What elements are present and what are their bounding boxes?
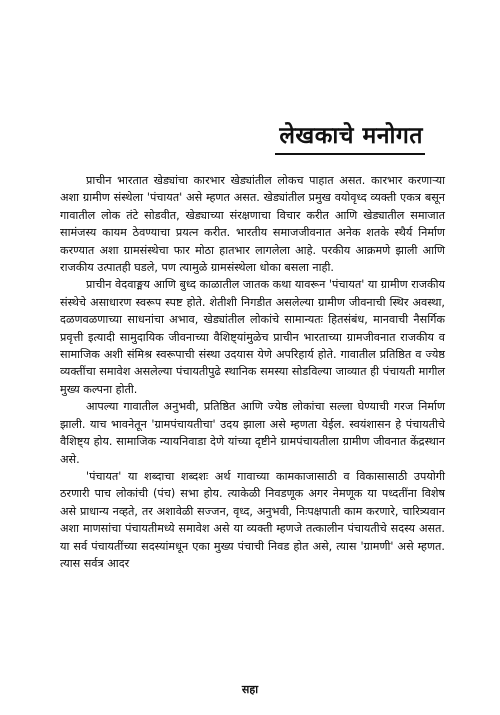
paragraph-4: 'पंचायत' या शब्दाचा शब्दशः अर्थ गावाच्या कामकाजासाठी व विकासासाठी उपयोगी ठरणारी पाच लोकांची (पंच) सभा होय. त्याकेळी निवडणूक अगर नेमणूक या पध्दतींना विशेष असे प्राधान्य नव्हते, तर अशावेळी सज्जन, वृध्द, अनुभवी, निःपक्षपाती काम करणारे, चारित्र्यवान अशा माणसांचा पंचायतीमध्ये समावेश असे या व्यक्ती म्हणजे तत्कालीन पंचायतीचे सदस्य असत. या सर्व पंचायतींच्या सदस्यांमधून एका मुख्य पंचाची निवड होत असे, त्यास 'ग्रामणी' असे म्हणत. त्यास सर्वत्र आदर xyxy=(60,469,445,570)
body-text xyxy=(60,172,445,572)
title-underline xyxy=(275,153,425,155)
page-title: लेखकाचे मनोगत xyxy=(279,123,423,149)
paragraph-2: प्राचीन वेदवाङ्मय आणि बुध्द काळातील जातक कथा यावरून 'पंचायत' या ग्रामीण राजकीय संस्थेचे असाधारण स्वरूप स्पष्ट होते. शेतीशी निगडीत असलेल्या ग्रामीण जीवनाची स्थिर अवस्था, दळणवळणाच्या साधनांचा अभाव, खेड्यांतील लोकांचे सामान्यतः हितसंबंध, मानवाची नैसर्गिक प्रवृत्ती इत्यादी सामुदायिक जीवनाच्या वैशिष्ट्यांमुळेच प्राचीन भारताच्या ग्रामजीवनात राजकीय व सामाजिक अशी संमिश्र स्वरूपाची संस्था उदयास येणे अपरिहार्य होते. गावातील प्रतिष्ठित व ज्येष्ठ व्यक्तींचा समावेश असलेल्या पंचायतीपुढे स्थानिक समस्या सोडविल्या जाव्यात ही पंचायती मागील मुख्य कल्पना होती. xyxy=(60,278,445,396)
paragraph-3: आपल्या गावातील अनुभवी, प्रतिष्ठित आणि ज्येष्ठ लोकांचा सल्ला घेण्याची गरज निर्माण झाली. याच भावनेतून 'ग्रामपंचायतीचा' उदय झाला असे म्हणता येईल. स्वयंशासन हे पंचायतीचे वैशिष्ट्य होय. सामाजिक न्यायनिवाडा देणे यांच्या दृष्टीने ग्रामपंचायतीला ग्रामीण जीवनात केंद्रस्थान असे. xyxy=(60,400,445,466)
page-number: सहा xyxy=(241,683,259,696)
paragraph-1: प्राचीन भारतात खेड्यांचा कारभार खेड्यांतील लोकच पाहात असत. कारभार करणाऱ्या अशा ग्रामीण संस्थेला 'पंचायत' असे म्हणत असत. खेड्यांतील प्रमुख वयोवृध्द व्यक्ती एकत्र बसून गावातील लोक तंटे सोडवीत, खेड्याच्या संरक्षणाचा विचार करीत आणि खेड्यातील समाजात सामंजस्य कायम ठेवण्याचा प्रयत्न करीत. भारतीय समाजजीवनात अनेक शतके स्थैर्य निर्माण करण्यात अशा ग्रामसंस्थेचा फार मोठा हातभार लागलेला आहे. परकीय आक्रमणे झाली आणि राजकीय उत्पातही घडले, पण त्यामुळे ग्रामसंस्थेला धोका बसला नाही. xyxy=(60,174,445,275)
